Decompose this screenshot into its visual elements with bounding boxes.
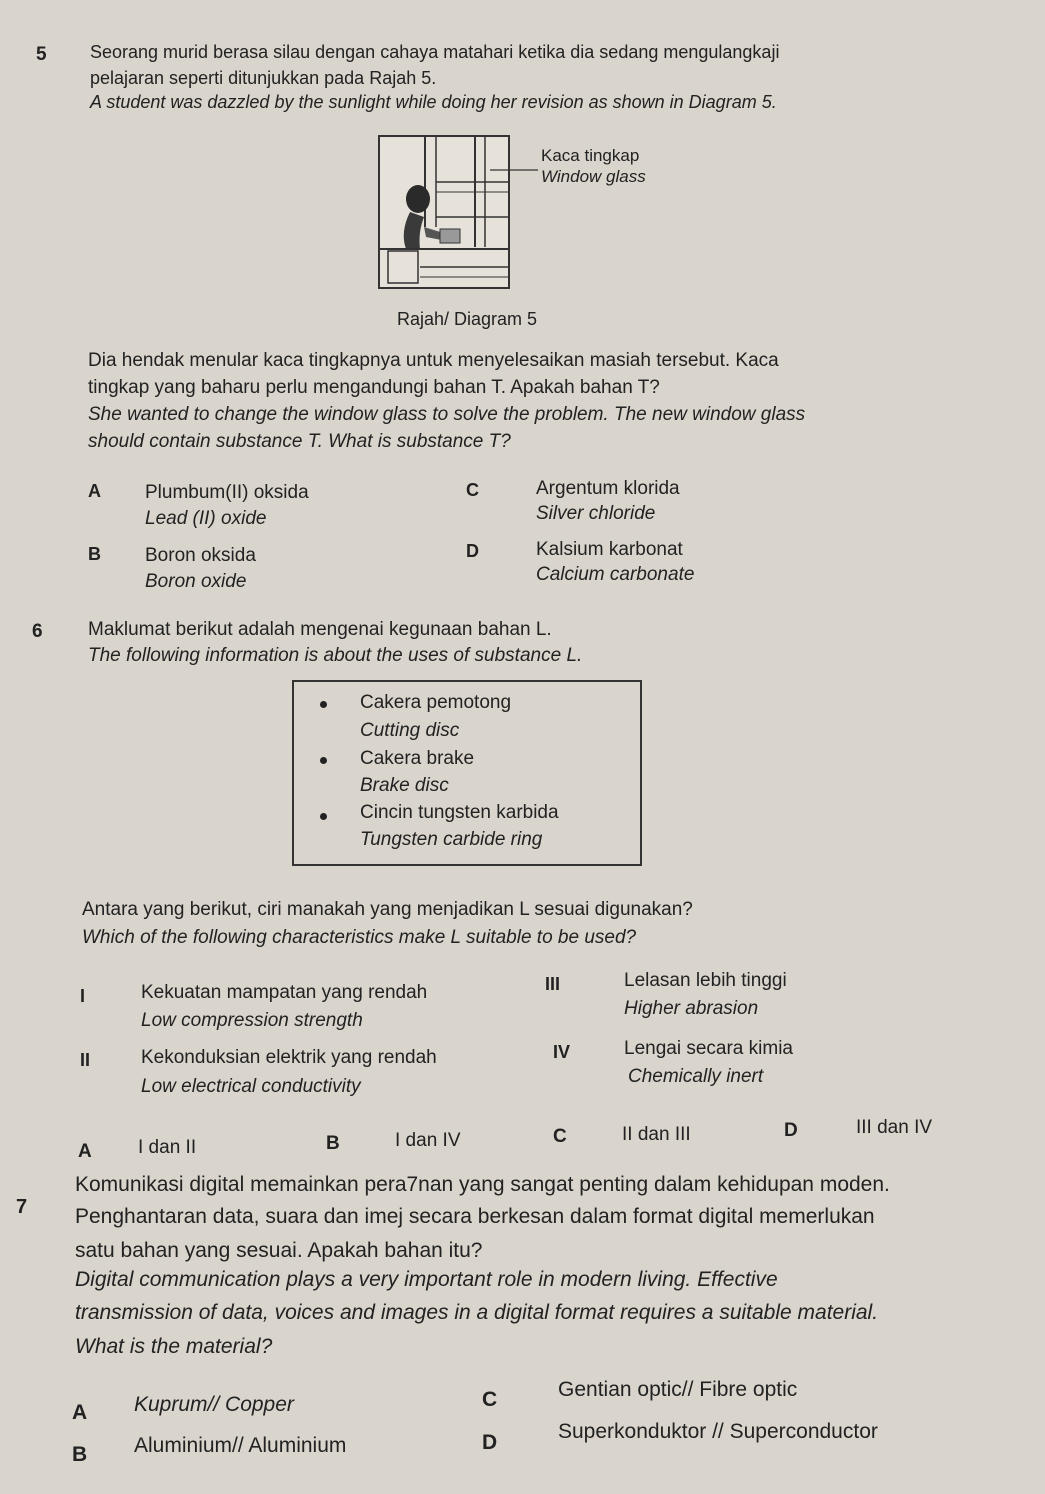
q7-en-1: Digital communication plays a very important role in modern living. Effective (75, 1268, 778, 1291)
q6-statement-1-roman: I (80, 986, 86, 1006)
q6-option-c-text[interactable]: II dan III (622, 1124, 691, 1145)
q6-option-d-text[interactable]: III dan IV (856, 1117, 933, 1138)
q6-statement-2-en: Low electrical conductivity (141, 1076, 361, 1097)
q6-intro-en: The following information is about the uses of substance L. (88, 645, 583, 666)
question-5-number: 5 (36, 44, 47, 65)
q6-option-a-letter[interactable]: A (78, 1141, 92, 1162)
use-1-en: Cutting disc (360, 720, 460, 741)
q6-statement-3-ms: Lelasan lebih tinggi (624, 970, 787, 991)
q6-option-b-letter[interactable]: B (326, 1133, 340, 1154)
q7-en-3: What is the material? (75, 1335, 273, 1358)
q6-statement-4-ms: Lengai secara kimia (624, 1038, 793, 1059)
use-3-ms: Cincin tungsten karbida (360, 802, 559, 823)
q5-text-en: A student was dazzled by the sunlight while doing her revision as shown in Diagram 5. (90, 92, 777, 112)
q5-question-ms-1: Dia hendak menular kaca tingkapnya untuk menyelesaikan masiah tersebut. Kaca (88, 350, 779, 371)
window-study-illustration (380, 137, 508, 287)
q6-statement-3-roman: III (545, 974, 561, 994)
bullet-1 (320, 701, 327, 708)
q5-option-d-letter[interactable]: D (466, 541, 479, 561)
q5-option-a-letter[interactable]: A (88, 481, 101, 501)
q5-option-d-en[interactable]: Calcium carbonate (536, 564, 695, 585)
q7-option-d-text[interactable]: Superkonduktor // Superconductor (558, 1420, 878, 1443)
q5-option-b-en[interactable]: Boron oxide (145, 571, 247, 592)
q6-question-en: Which of the following characteristics make L suitable to be used? (82, 927, 637, 948)
diagram-label-en: Window glass (541, 167, 646, 186)
q6-statement-2-roman: II (80, 1050, 91, 1070)
diagram-label-ms: Kaca tingkap (541, 146, 640, 165)
q5-option-b-ms[interactable]: Boron oksida (145, 545, 256, 566)
q5-option-d-ms[interactable]: Kalsium karbonat (536, 539, 683, 560)
q7-option-c-text[interactable]: Gentian optic// Fibre optic (558, 1378, 798, 1401)
q6-intro-ms: Maklumat berikut adalah mengenai kegunaan bahan L. (88, 619, 552, 640)
q7-ms-2: Penghantaran data, suara dan imej secara berkesan dalam format digital memerlukan (75, 1205, 875, 1228)
q6-statement-4-roman: IV (553, 1042, 571, 1062)
q7-option-d-letter[interactable]: D (482, 1431, 498, 1454)
q7-ms-1: Komunikasi digital memainkan pera7nan yang sangat penting dalam kehidupan moden. (75, 1173, 890, 1196)
q5-option-a-ms[interactable]: Plumbum(II) oksida (145, 482, 309, 503)
q7-option-a-text[interactable]: Kuprum// Copper (134, 1393, 294, 1416)
q5-text-ms-1: Seorang murid berasa silau dengan cahaya matahari ketika dia sedang mengulangkaji (90, 42, 780, 62)
use-3-en: Tungsten carbide ring (360, 829, 543, 850)
q6-statement-3-en: Higher abrasion (624, 998, 759, 1019)
q7-option-b-text[interactable]: Aluminium// Aluminium (134, 1434, 347, 1457)
q5-option-b-letter[interactable]: B (88, 544, 101, 564)
q6-statement-4-en: Chemically inert (628, 1066, 764, 1087)
q5-question-en-1: She wanted to change the window glass to solve the problem. The new window glass (88, 404, 806, 425)
q5-text-ms-2: pelajaran seperti ditunjukkan pada Rajah 5. (90, 68, 437, 88)
q6-option-c-letter[interactable]: C (553, 1126, 567, 1147)
question-7-number: 7 (16, 1196, 28, 1218)
q6-statement-1-ms: Kekuatan mampatan yang rendah (141, 982, 428, 1003)
bullet-2 (320, 757, 327, 764)
question-6-number: 6 (32, 621, 43, 642)
q6-option-b-text[interactable]: I dan IV (395, 1130, 461, 1151)
q5-option-c-ms[interactable]: Argentum klorida (536, 478, 680, 499)
q7-en-2: transmission of data, voices and images in a digital format requires a suitable material. (75, 1301, 879, 1324)
use-1-ms: Cakera pemotong (360, 692, 512, 713)
q5-question-ms-2: tingkap yang baharu perlu mengandungi bahan T. Apakah bahan T? (88, 377, 660, 398)
use-2-en: Brake disc (360, 775, 449, 796)
q5-option-c-en[interactable]: Silver chloride (536, 503, 656, 524)
q6-question-ms: Antara yang berikut, ciri manakah yang menjadikan L sesuai digunakan? (82, 899, 693, 920)
q6-option-a-text[interactable]: I dan II (138, 1137, 197, 1158)
q5-question-en-2: should contain substance T. What is substance T? (88, 431, 511, 452)
q6-statement-2-ms: Kekonduksian elektrik yang rendah (141, 1047, 437, 1068)
q7-option-c-letter[interactable]: C (482, 1388, 498, 1411)
q5-option-c-letter[interactable]: C (466, 480, 479, 500)
q7-option-a-letter[interactable]: A (72, 1401, 88, 1424)
diagram-5-illustration (378, 135, 510, 289)
q7-ms-3: satu bahan yang sesuai. Apakah bahan itu? (75, 1239, 483, 1262)
use-2-ms: Cakera brake (360, 748, 475, 769)
q5-option-a-en[interactable]: Lead (II) oxide (145, 508, 267, 529)
diagram-caption: Rajah/ Diagram 5 (397, 309, 538, 329)
bullet-3 (320, 813, 327, 820)
q6-option-d-letter[interactable]: D (784, 1120, 798, 1141)
q7-option-b-letter[interactable]: B (72, 1443, 88, 1466)
q6-statement-1-en: Low compression strength (141, 1010, 363, 1031)
